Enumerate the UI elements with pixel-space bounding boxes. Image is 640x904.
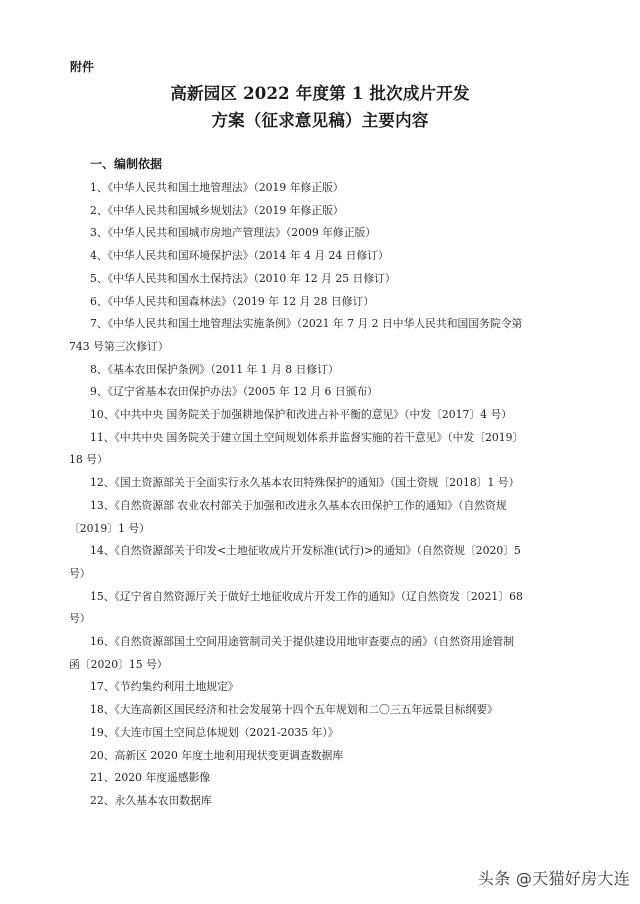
list-item xyxy=(90,359,586,382)
section-heading: 一、编制依据 xyxy=(90,157,163,171)
list-item-text: 13、《自然资源部 农业农村部关于加强和改进永久基本农田保护工作的通知》（自然资规 xyxy=(90,498,507,512)
list-item xyxy=(90,745,586,768)
list-item-text: 8、《基本农田保护条例》（2011 年 1 月 8 日修订） xyxy=(90,362,339,376)
list-item xyxy=(90,268,586,291)
list-item xyxy=(90,404,586,427)
list-item xyxy=(90,472,586,495)
list-item xyxy=(90,177,586,200)
basis-list xyxy=(69,177,586,813)
document-title-line2: 方案（征求意见稿）主要内容 xyxy=(211,111,429,130)
list-item-text: 18、《大连高新区国民经济和社会发展第十四个五年规划和二〇三五年远景目标纲要》 xyxy=(90,703,498,717)
list-item-text: 7、《中华人民共和国土地管理法实施条例》（2021 年 7 月 2 日中华人民共和国国务院令第 xyxy=(90,317,523,331)
list-item-text: 11、《中共中央 国务院关于建立国土空间规划体系并监督实施的若干意见》（中发〔2019〕 xyxy=(90,430,524,444)
list-item-continuation: 18 号） xyxy=(69,453,108,467)
list-item-text: 15、《辽宁省自然资源厅关于做好土地征收成片开发工作的通知》（辽自然资发〔2021〕68 xyxy=(90,589,523,603)
list-item-text: 19、《大连市国土空间总体规划（2021-2035 年）》 xyxy=(90,725,339,739)
list-item xyxy=(90,722,586,745)
list-item-text: 2、《中华人民共和国城乡规划法》（2019 年修正版） xyxy=(90,203,344,217)
list-item-text: 16、《自然资源部国土空间用途管制司关于提供建设用地审查要点的函》（自然资用途管制 xyxy=(90,635,515,649)
list-item-text: 1、《中华人民共和国土地管理法》（2019 年修正版） xyxy=(90,181,344,194)
list-item-text: 21、2020 年度遥感影像 xyxy=(90,771,211,785)
list-item-text: 17、《节约集约利用土地规定》 xyxy=(90,680,239,694)
list-item-continuation: 号） xyxy=(69,612,91,626)
list-item xyxy=(90,381,586,404)
list-item-text: 14、《自然资源部关于印发<土地征收成片开发标准(试行)>的通知》（自然资规〔2020〕5 xyxy=(90,544,521,558)
list-item-continuation: 函〔2020〕15 号） xyxy=(69,657,168,671)
list-item-text: 20、高新区 2020 年度土地利用现状变更调查数据库 xyxy=(90,748,344,762)
list-item-continuation: 〔2019〕1 号） xyxy=(69,521,150,535)
list-item xyxy=(69,540,586,585)
list-item-text: 6、《中华人民共和国森林法》（2019 年 12 月 28 日修订） xyxy=(90,294,375,308)
list-item xyxy=(90,767,586,790)
list-item xyxy=(69,427,586,472)
list-item-text: 4、《中华人民共和国环境保护法》（2014 年 4 月 24 日修订） xyxy=(90,249,389,263)
list-item xyxy=(90,291,586,314)
list-item-text: 3、《中华人民共和国城市房地产管理法》（2009 年修正版） xyxy=(90,226,377,240)
list-item xyxy=(90,790,586,813)
list-item-continuation: 743 号第三次修订） xyxy=(69,339,169,353)
watermark-text: 头条 @天猫好房大连 xyxy=(477,869,630,888)
list-item xyxy=(69,631,586,676)
document-title-line1: 高新园区 2022 年度第 1 批次成片开发 xyxy=(170,84,470,103)
list-item-text: 22、永久基本农田数据库 xyxy=(90,793,212,807)
list-item xyxy=(90,676,586,699)
list-item-text: 5、《中华人民共和国水土保持法》（2010 年 12 月 25 日修订） xyxy=(90,271,396,285)
list-item xyxy=(69,495,586,540)
list-item xyxy=(90,699,586,722)
list-item xyxy=(90,200,586,223)
list-item-continuation: 号） xyxy=(69,566,91,580)
attachment-label: 附件 xyxy=(70,60,95,74)
list-item xyxy=(90,222,586,245)
list-item-text: 9、《辽宁省基本农田保护办法》（2005 年 12 月 6 日颁布） xyxy=(90,385,379,399)
list-item xyxy=(90,245,586,268)
list-item xyxy=(69,313,586,358)
list-item xyxy=(69,586,586,631)
list-item-text: 10、《中共中央 国务院关于加强耕地保护和改进占补平衡的意见》（中发〔2017〕4 号） xyxy=(90,408,513,422)
list-item-text: 12、《国土资源部关于全面实行永久基本农田特殊保护的通知》（国土资规〔2018〕1 号） xyxy=(90,476,520,490)
